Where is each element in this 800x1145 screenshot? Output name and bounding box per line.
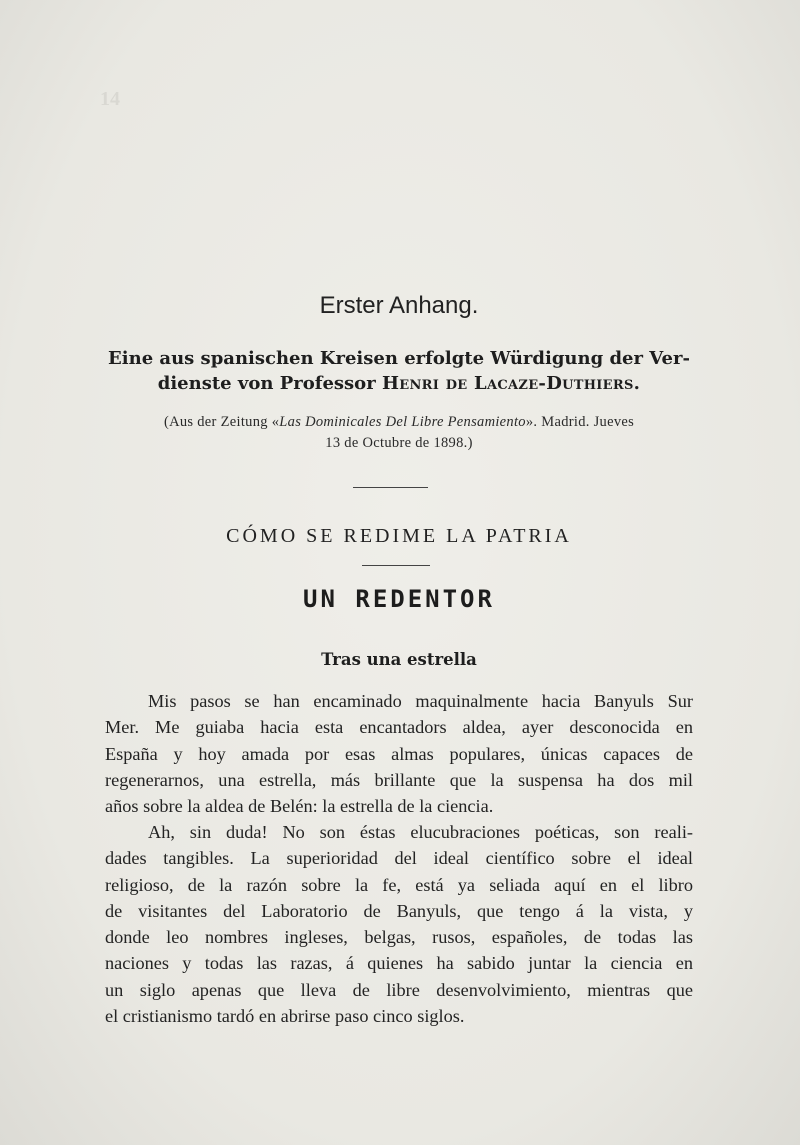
newspaper-name: Las Dominicales Del Libre Pensamiento: [279, 414, 526, 430]
paragraph-2: [105, 819, 693, 1029]
text-line: Mis pasos se han encaminado maquinalmente hacia Banyuls Sur: [148, 691, 693, 711]
subtitle-line-2: dienste von Professor Henri de Lacaze-Duthiers.: [157, 373, 641, 394]
article-subtitle: UN REDENTOR: [303, 585, 495, 613]
text-line: Ah, sin duda! No son éstas elucubraciones poéticas, son reali-: [148, 822, 693, 842]
text-line: religioso, de la razón sobre la fe, está ya seliada aquí en el libro: [105, 874, 693, 895]
text-line: donde leo nombres ingleses, belgas, rusos, españoles, de todas las: [105, 927, 693, 948]
appendix-heading: Erster Anhang.: [319, 292, 479, 319]
source-line-1: (Aus der Zeitung «Las Dominicales Del Libre Pensamiento». Madrid. Jueves: [163, 414, 635, 430]
divider-rule: [362, 565, 430, 566]
bleed-through-text: [100, 120, 660, 316]
text-line: años sobre la aldea de Belén: la estrella de la ciencia.: [105, 796, 494, 817]
subtitle-line-1: Eine aus spanischen Kreisen erfolgte Würdigung der Ver-: [108, 348, 690, 369]
text-line: el cristianismo tardó en abrirse paso cinco siglos.: [105, 1006, 465, 1027]
source-citation: [105, 412, 693, 454]
article-title: CÓMO SE REDIME LA PATRIA: [226, 525, 572, 547]
section-heading: Tras una estrella: [321, 650, 477, 669]
divider-rule: [353, 487, 428, 488]
paragraph-1: [105, 688, 693, 819]
appendix-subtitle: [105, 346, 693, 396]
text-line: de visitantes del Laboratorio de Banyuls, que tengo á la vista, y: [105, 900, 693, 921]
text-line: regenerarnos, una estrella, más brillante que la suspensa ha dos mil: [105, 769, 693, 790]
source-line-2: 13 de Octubre de 1898.): [325, 435, 473, 451]
text-line: dades tangibles. La superioridad del ideal científico sobre el ideal: [105, 848, 693, 869]
bleed-through-page-number: 14: [100, 88, 120, 110]
text-line: un siglo apenas que lleva de libre desenvolvimiento, mientras que: [105, 979, 693, 1000]
professor-name: Henri de Lacaze-Duthiers.: [381, 373, 641, 394]
text-line: Mer. Me guiaba hacia esta encantadors aldea, ayer desconocida en: [105, 717, 693, 738]
text-line: naciones y todas las razas, á quienes ha sabido juntar la ciencia en: [105, 953, 693, 974]
text-line: España y hoy amada por esas almas populares, únicas capaces de: [105, 743, 693, 764]
